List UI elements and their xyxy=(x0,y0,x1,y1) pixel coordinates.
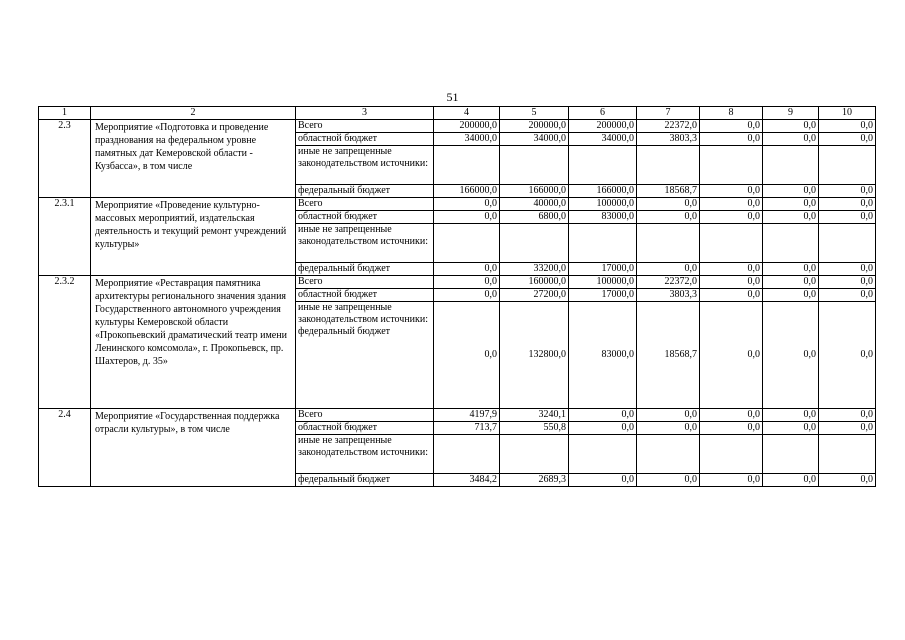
column-number-row xyxy=(39,107,876,120)
column-number: 4 xyxy=(434,107,500,120)
value-cell: 0,0 xyxy=(700,120,763,133)
page-number: 51 xyxy=(446,90,459,104)
value-cell: 0,0 xyxy=(819,198,876,211)
value-cell: 0,0 xyxy=(819,133,876,146)
value-cell: 0,0 xyxy=(434,198,500,211)
column-number: 8 xyxy=(700,107,763,120)
value-cell: 0,0 xyxy=(700,276,763,289)
value-cell: 0,0 xyxy=(819,302,876,409)
value-cell: 34000,0 xyxy=(434,133,500,146)
column-number: 5 xyxy=(500,107,569,120)
value-cell: 83000,0 xyxy=(569,302,637,409)
value-cell: 0,0 xyxy=(637,409,700,422)
value-cell xyxy=(637,435,700,474)
value-cell: 166000,0 xyxy=(569,185,637,198)
value-cell: 0,0 xyxy=(819,409,876,422)
value-cell: 34000,0 xyxy=(500,133,569,146)
value-cell: 0,0 xyxy=(819,120,876,133)
value-cell: 0,0 xyxy=(700,302,763,409)
value-cell xyxy=(569,146,637,185)
funding-source: Всего xyxy=(296,409,434,422)
table-row xyxy=(39,276,876,289)
value-cell: 83000,0 xyxy=(569,211,637,224)
value-cell: 0,0 xyxy=(700,474,763,487)
value-cell: 0,0 xyxy=(819,185,876,198)
value-cell: 166000,0 xyxy=(500,185,569,198)
value-cell: 22372,0 xyxy=(637,276,700,289)
value-cell xyxy=(569,435,637,474)
value-cell: 0,0 xyxy=(700,133,763,146)
value-cell: 550,8 xyxy=(500,422,569,435)
value-cell: 0,0 xyxy=(819,276,876,289)
value-cell: 0,0 xyxy=(637,211,700,224)
value-cell: 17000,0 xyxy=(569,289,637,302)
value-cell: 27200,0 xyxy=(500,289,569,302)
column-number: 6 xyxy=(569,107,637,120)
funding-source: иные не запрещенные законодательством источники: xyxy=(296,224,434,263)
column-number: 10 xyxy=(819,107,876,120)
item-description: Мероприятие «Реставрация памятника архитектуры регионального значения здания Государственного автономного учреждения культуры Кемеровской области «Прокопьевский драматический театр имени Ленинского комсомола», г. Прокопьевск, пр. Шахтеров, д. 35» xyxy=(91,276,296,409)
value-cell: 0,0 xyxy=(763,289,819,302)
value-cell xyxy=(500,435,569,474)
value-cell: 0,0 xyxy=(637,198,700,211)
table-row xyxy=(39,198,876,211)
column-number: 9 xyxy=(763,107,819,120)
value-cell: 0,0 xyxy=(700,409,763,422)
value-cell: 0,0 xyxy=(434,263,500,276)
column-number: 7 xyxy=(637,107,700,120)
value-cell: 3240,1 xyxy=(500,409,569,422)
item-description: Мероприятие «Подготовка и проведение празднования на федеральном уровне памятных дат Кемеровской области - Кузбасса», в том числе xyxy=(91,120,296,198)
value-cell: 0,0 xyxy=(434,289,500,302)
value-cell xyxy=(763,224,819,263)
value-cell: 0,0 xyxy=(763,409,819,422)
value-cell: 0,0 xyxy=(763,133,819,146)
value-cell xyxy=(700,146,763,185)
funding-source: федеральный бюджет xyxy=(296,263,434,276)
value-cell xyxy=(819,224,876,263)
value-cell: 132800,0 xyxy=(500,302,569,409)
value-cell: 0,0 xyxy=(763,198,819,211)
value-cell: 166000,0 xyxy=(434,185,500,198)
value-cell: 0,0 xyxy=(763,185,819,198)
item-code: 2.4 xyxy=(39,409,91,487)
value-cell xyxy=(637,146,700,185)
funding-source: федеральный бюджет xyxy=(296,185,434,198)
value-cell: 0,0 xyxy=(819,289,876,302)
value-cell: 0,0 xyxy=(700,198,763,211)
funding-source: областной бюджет xyxy=(296,133,434,146)
value-cell: 18568,7 xyxy=(637,302,700,409)
funding-source: Всего xyxy=(296,198,434,211)
value-cell xyxy=(819,435,876,474)
value-cell: 0,0 xyxy=(819,474,876,487)
value-cell xyxy=(500,146,569,185)
value-cell: 4197,9 xyxy=(434,409,500,422)
value-cell: 0,0 xyxy=(763,474,819,487)
value-cell: 0,0 xyxy=(637,422,700,435)
value-cell: 17000,0 xyxy=(569,263,637,276)
item-code: 2.3.1 xyxy=(39,198,91,276)
value-cell xyxy=(500,224,569,263)
funding-source: иные не запрещенные законодательством источники: xyxy=(296,435,434,474)
value-cell xyxy=(819,146,876,185)
value-cell: 3803,3 xyxy=(637,133,700,146)
value-cell xyxy=(763,435,819,474)
funding-source: федеральный бюджет xyxy=(296,474,434,487)
column-number: 1 xyxy=(39,107,91,120)
value-cell: 0,0 xyxy=(569,474,637,487)
value-cell: 22372,0 xyxy=(637,120,700,133)
value-cell xyxy=(434,224,500,263)
value-cell: 0,0 xyxy=(819,263,876,276)
value-cell xyxy=(434,435,500,474)
value-cell: 100000,0 xyxy=(569,276,637,289)
table-row xyxy=(39,409,876,422)
value-cell: 0,0 xyxy=(763,276,819,289)
funding-source: Всего xyxy=(296,120,434,133)
value-cell: 0,0 xyxy=(434,302,500,409)
value-cell: 0,0 xyxy=(637,474,700,487)
value-cell: 0,0 xyxy=(700,289,763,302)
value-cell: 6800,0 xyxy=(500,211,569,224)
value-cell: 0,0 xyxy=(819,422,876,435)
value-cell: 0,0 xyxy=(763,422,819,435)
value-cell: 0,0 xyxy=(819,211,876,224)
value-cell: 200000,0 xyxy=(569,120,637,133)
value-cell xyxy=(637,224,700,263)
funding-source: Всего xyxy=(296,276,434,289)
column-number: 2 xyxy=(91,107,296,120)
value-cell xyxy=(700,224,763,263)
value-cell: 200000,0 xyxy=(500,120,569,133)
funding-source: иные не запрещенные законодательством источники: федеральный бюджет xyxy=(296,302,434,409)
funding-source: областной бюджет xyxy=(296,289,434,302)
value-cell: 160000,0 xyxy=(500,276,569,289)
value-cell: 100000,0 xyxy=(569,198,637,211)
value-cell: 0,0 xyxy=(637,263,700,276)
value-cell: 34000,0 xyxy=(569,133,637,146)
value-cell: 0,0 xyxy=(763,263,819,276)
value-cell: 0,0 xyxy=(434,211,500,224)
value-cell: 40000,0 xyxy=(500,198,569,211)
funding-source: областной бюджет xyxy=(296,422,434,435)
item-code: 2.3 xyxy=(39,120,91,198)
value-cell: 3803,3 xyxy=(637,289,700,302)
value-cell: 0,0 xyxy=(569,422,637,435)
value-cell xyxy=(569,224,637,263)
value-cell xyxy=(763,146,819,185)
item-description: Мероприятие «Государственная поддержка отрасли культуры», в том числе xyxy=(91,409,296,487)
column-number: 3 xyxy=(296,107,434,120)
value-cell: 0,0 xyxy=(700,263,763,276)
value-cell: 0,0 xyxy=(700,422,763,435)
funding-source: областной бюджет xyxy=(296,211,434,224)
value-cell: 200000,0 xyxy=(434,120,500,133)
funding-source: иные не запрещенные законодательством источники: xyxy=(296,146,434,185)
value-cell xyxy=(434,146,500,185)
value-cell: 3484,2 xyxy=(434,474,500,487)
value-cell: 0,0 xyxy=(569,409,637,422)
table-row xyxy=(39,120,876,133)
value-cell: 0,0 xyxy=(700,211,763,224)
value-cell: 18568,7 xyxy=(637,185,700,198)
item-description: Мероприятие «Проведение культурно-массовых мероприятий, издательская деятельность и текущий ремонт учреждений культуры» xyxy=(91,198,296,276)
value-cell: 0,0 xyxy=(763,302,819,409)
value-cell xyxy=(700,435,763,474)
value-cell: 33200,0 xyxy=(500,263,569,276)
value-cell: 0,0 xyxy=(700,185,763,198)
value-cell: 0,0 xyxy=(434,276,500,289)
value-cell: 2689,3 xyxy=(500,474,569,487)
value-cell: 713,7 xyxy=(434,422,500,435)
item-code: 2.3.2 xyxy=(39,276,91,409)
value-cell: 0,0 xyxy=(763,211,819,224)
budget-table xyxy=(38,106,876,487)
value-cell: 0,0 xyxy=(763,120,819,133)
